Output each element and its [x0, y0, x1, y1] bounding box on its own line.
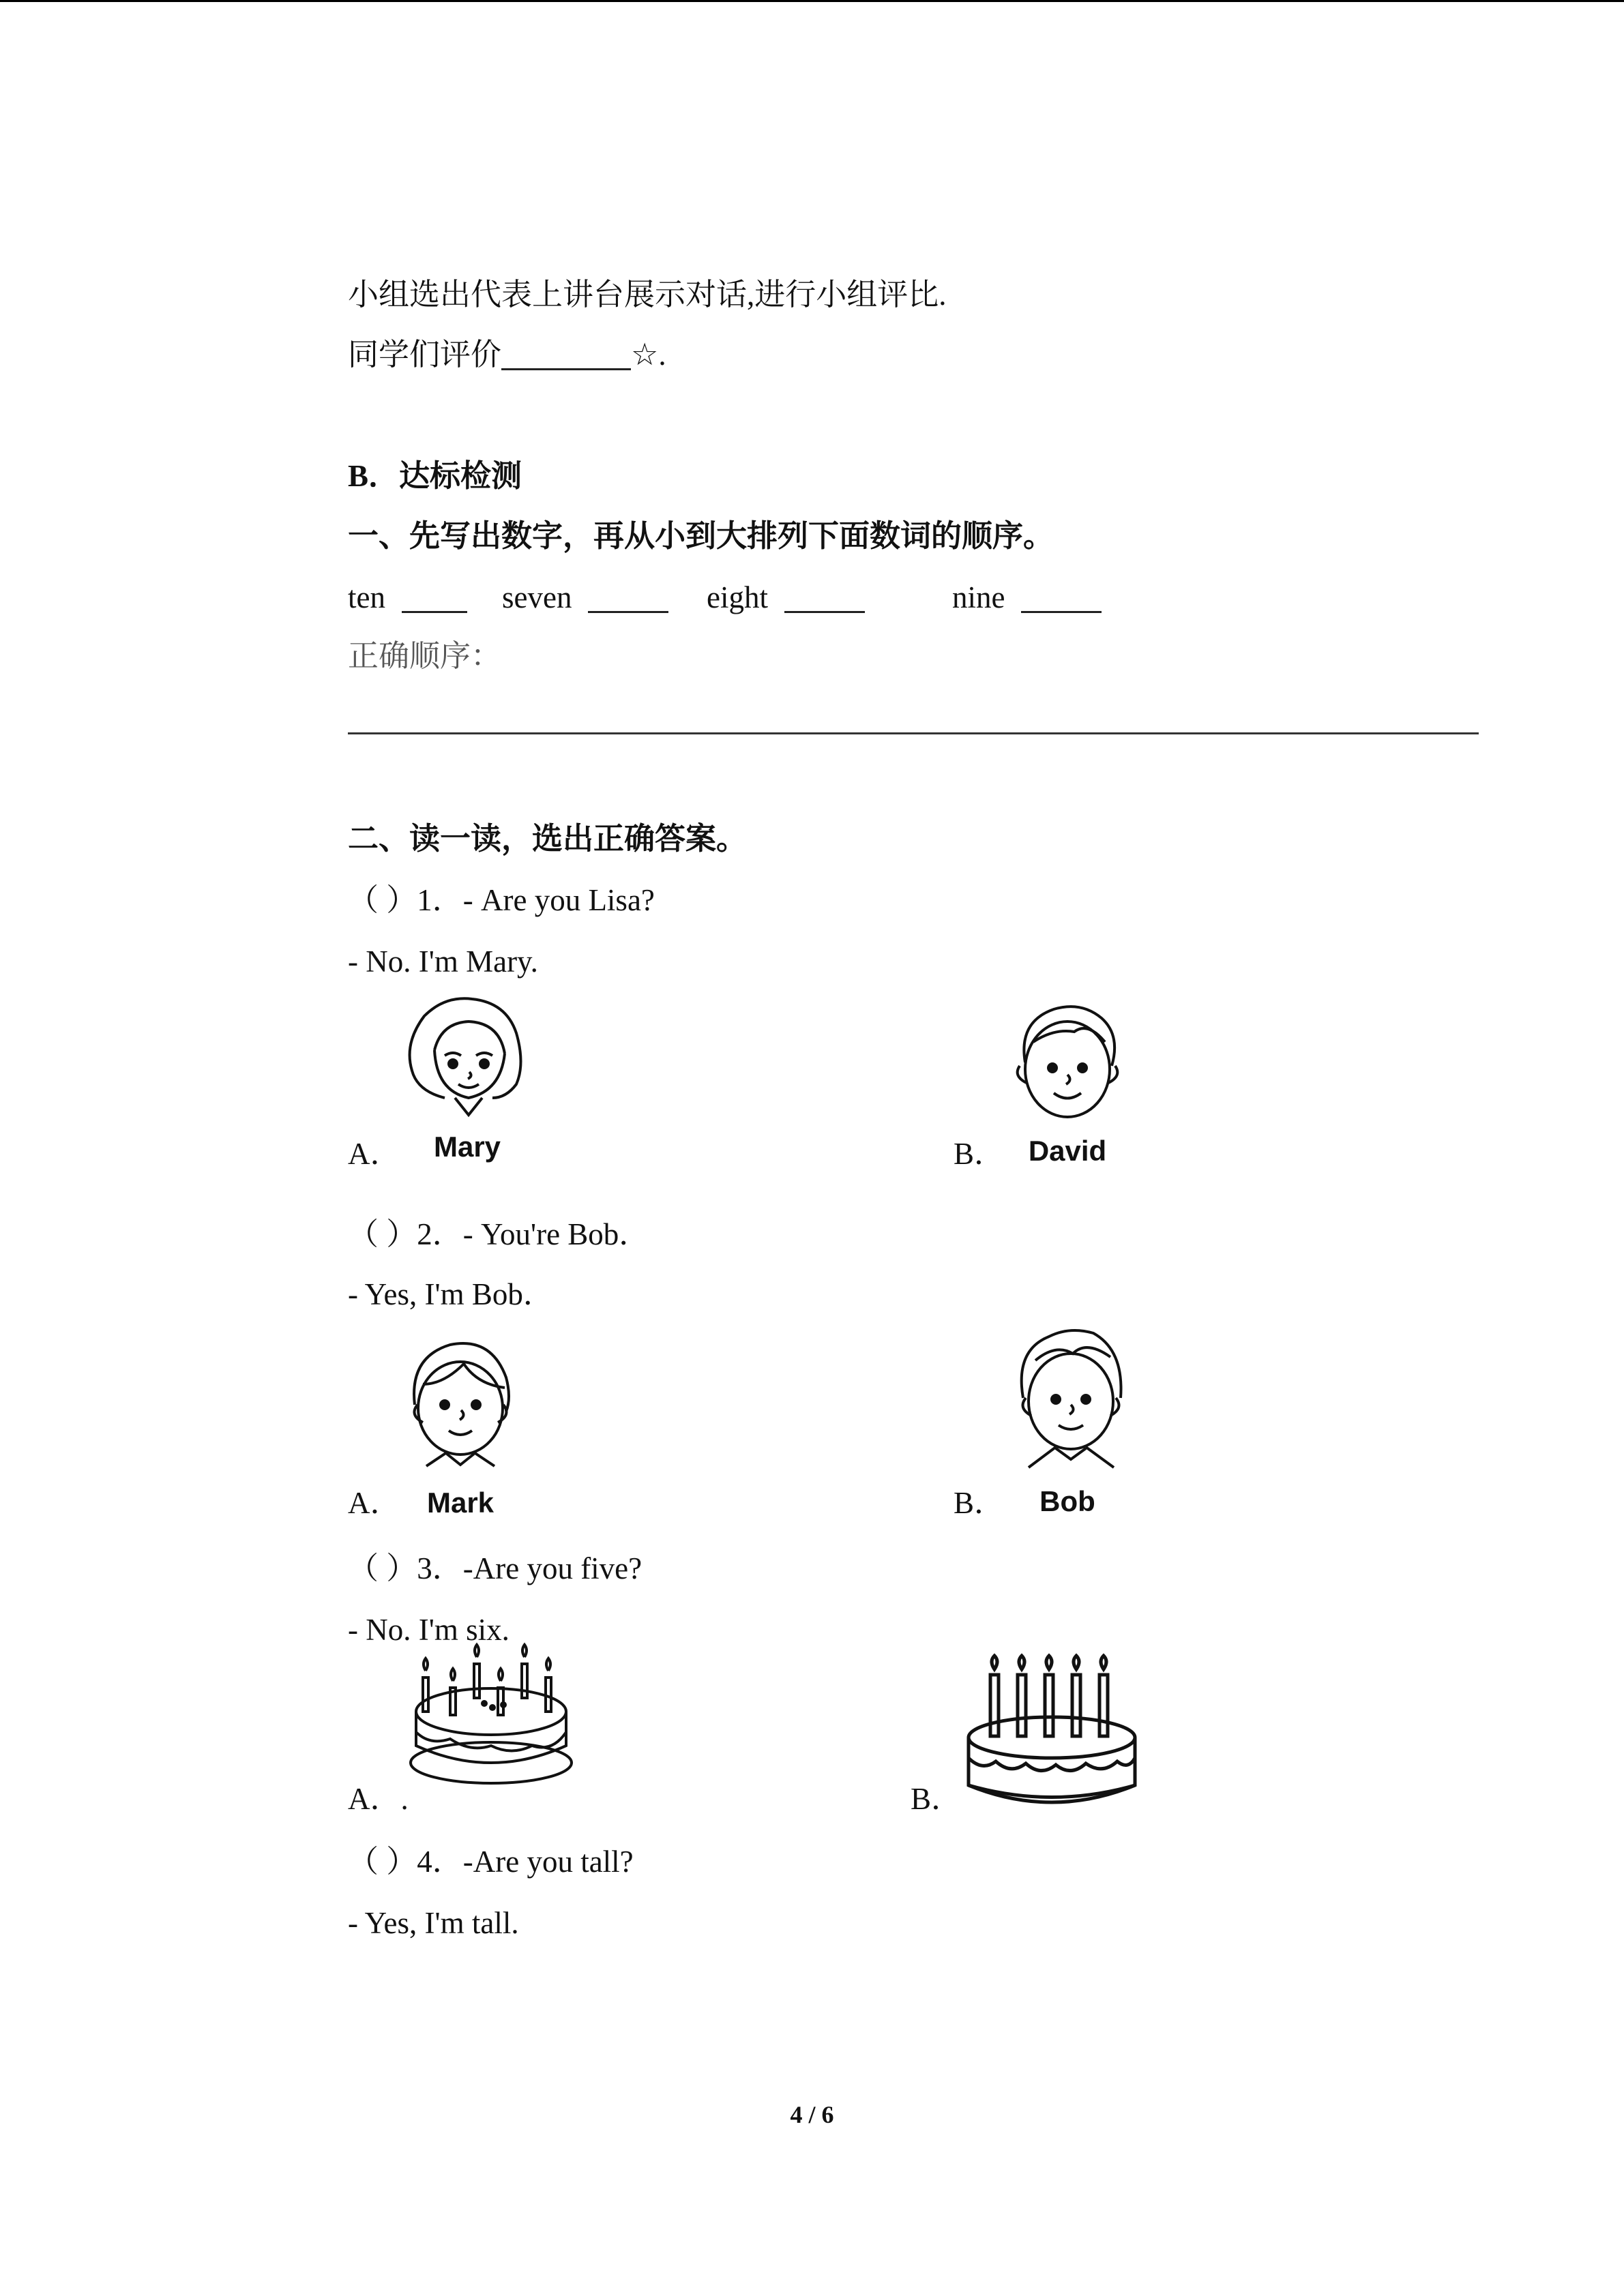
question-2-answer: - Yes, I'm Bob． — [348, 1277, 554, 1311]
intro-line-2-prefix: 同学们评价 — [348, 338, 502, 372]
question-1-answer: - No. I'm Mary. — [348, 944, 538, 979]
question-4-prompt: （ ）4．-Are you tall? — [348, 1845, 634, 1879]
question-1-prompt: （ ）1．- Are you Lisa? — [348, 883, 655, 917]
question-2-prompt: （ ）2．- You're Bob． — [348, 1217, 650, 1251]
word-seven-text: seven — [502, 580, 572, 614]
boy-face-icon[interactable] — [1006, 1001, 1129, 1124]
girl-face-icon[interactable] — [404, 996, 533, 1125]
question-4-answer: - Yes, I'm tall. — [348, 1906, 519, 1940]
rating-blank[interactable] — [501, 341, 631, 370]
word-nine — [952, 582, 1106, 613]
option-name-david: David — [1028, 1135, 1107, 1167]
option-name-mark: Mark — [426, 1487, 494, 1519]
intro-line-1: 小组选出代表上讲台展示对话,进行小组评比. — [348, 278, 947, 312]
intro-line-2-suffix: ☆. — [631, 338, 666, 372]
q3-option-b-label[interactable]: B． — [911, 1782, 962, 1816]
q2-option-a-label[interactable]: A． — [348, 1486, 401, 1520]
option-name-bob: Bob — [1039, 1485, 1095, 1517]
top-border — [0, 0, 1624, 2]
word-eight — [707, 582, 869, 613]
cake-five-candles-icon[interactable] — [963, 1656, 1140, 1813]
page-number: 4 / 6 — [790, 2101, 834, 2128]
word-nine-blank[interactable] — [1021, 584, 1102, 613]
word-eight-blank[interactable] — [784, 584, 865, 613]
q2-option-b-label[interactable]: B． — [954, 1486, 1005, 1520]
word-eight-text: eight — [707, 580, 768, 614]
word-seven — [502, 582, 673, 613]
q3-option-a-label[interactable]: A．. — [348, 1782, 409, 1816]
word-nine-text: nine — [952, 580, 1005, 614]
boy-face-icon[interactable] — [1008, 1323, 1131, 1473]
word-ten-text: ten — [348, 580, 385, 614]
part1-title: 一、先写出数字，再从小到大排列下面数词的顺序。 — [348, 519, 1054, 553]
order-label: 正确顺序： — [348, 639, 502, 673]
intro-line-2 — [348, 340, 666, 370]
boy-face-icon[interactable] — [402, 1337, 518, 1473]
section-b-title: B．达标检测 — [348, 459, 522, 493]
part2-title: 二、读一读，选出正确答案。 — [348, 822, 748, 856]
word-seven-blank[interactable] — [588, 584, 668, 613]
q1-option-a-label[interactable]: A． — [348, 1137, 401, 1171]
question-3-answer: - No. I'm six. — [348, 1613, 510, 1647]
order-answer-line[interactable] — [348, 732, 1479, 734]
cake-six-candles-icon[interactable] — [409, 1650, 573, 1787]
word-ten-blank[interactable] — [402, 584, 467, 613]
q1-option-b-label[interactable]: B． — [954, 1137, 1005, 1171]
word-ten — [348, 582, 471, 613]
question-3-prompt: （ ）3．-Are you five? — [348, 1551, 643, 1585]
option-name-mary: Mary — [433, 1131, 501, 1163]
